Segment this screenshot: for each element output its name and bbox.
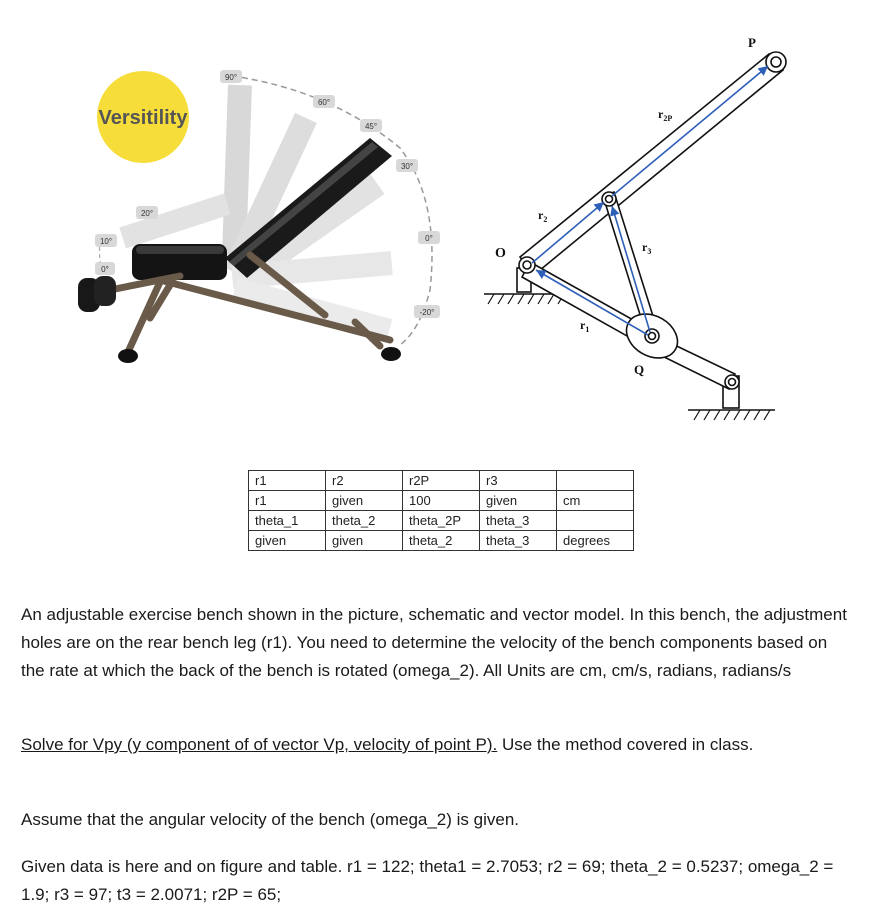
table-cell: r3 [480,471,557,491]
label-r2p: r [658,107,664,121]
table-cell: r2 [326,471,403,491]
svg-text:r3 [642,240,651,256]
task-paragraph [21,731,851,759]
label-q: Q [634,362,645,377]
angle-label: 0° [425,234,433,243]
svg-text:r1 [580,318,589,334]
table-cell: theta_3 [480,531,557,551]
svg-text:r2P [658,107,672,123]
table-cell: theta_2 [326,511,403,531]
angle-label: -20° [419,308,435,317]
table-cell: cm [557,491,634,511]
angle-label: 10° [99,237,113,246]
angle-label: 30° [400,162,414,171]
table-cell: r1 [249,491,326,511]
table-cell: given [249,531,326,551]
table-cell: given [326,531,403,551]
brand-badge-text: Versitility [98,107,188,129]
label-r2: r [538,208,544,222]
vector-r2p [612,66,768,196]
table-row [249,471,634,491]
angle-label: 45° [364,122,378,131]
table-cell: theta_3 [480,511,557,531]
task-rest: Use the method covered in class. [497,735,754,754]
angle-label: 90° [224,73,238,82]
label-r2-sub: 2 [543,215,548,224]
assumption-paragraph: Assume that the angular velocity of the bench (omega_2) is given. [21,810,520,829]
table-cell [557,511,634,531]
label-o: O [495,246,506,261]
label-r1: r [580,318,586,332]
angle-label: 60° [317,98,331,107]
table-cell: theta_1 [249,511,326,531]
table-cell: r1 [249,471,326,491]
angle-label: 0° [101,265,109,274]
label-r3: r [642,240,648,254]
label-r2p-sub: 2P [663,114,673,123]
table-cell: 100 [403,491,480,511]
task-underlined: Solve for Vpy (y component of of vector Vp, velocity of point P). [21,735,498,754]
table-row [249,491,634,511]
table-cell: given [480,491,557,511]
table-cell: given [326,491,403,511]
table-cell [557,471,634,491]
given-data-paragraph: Given data is here and on figure and table. r1 = 122; theta1 = 2.7053; r2 = 69; theta_2 = 0.5237; omega_2 = 1.9; r3 = 97; t3 = 2.0071; r2P = 65; [21,857,834,904]
svg-text:r2 [538,208,547,224]
table-cell: theta_2 [403,531,480,551]
table-cell: theta_2P [403,511,480,531]
parameters-table [248,470,634,551]
label-r1-sub: 1 [585,325,590,334]
bench-photo [78,70,440,363]
table-cell: r2P [403,471,480,491]
table-row [249,511,634,531]
table-row [249,531,634,551]
label-p: P [748,35,756,50]
angle-label: 20° [140,209,154,218]
intro-paragraph: An adjustable exercise bench shown in the picture, schematic and vector model. In this bench, the adjustment holes are on the rear bench leg (r1). You need to determine the velocity of the bench components based on the rate at which the back of the bench is rotated (omega_2). All Units are cm, cm/s, radians, radians/s [21,605,847,680]
label-r3-sub: 3 [647,247,652,256]
table-cell: degrees [557,531,634,551]
